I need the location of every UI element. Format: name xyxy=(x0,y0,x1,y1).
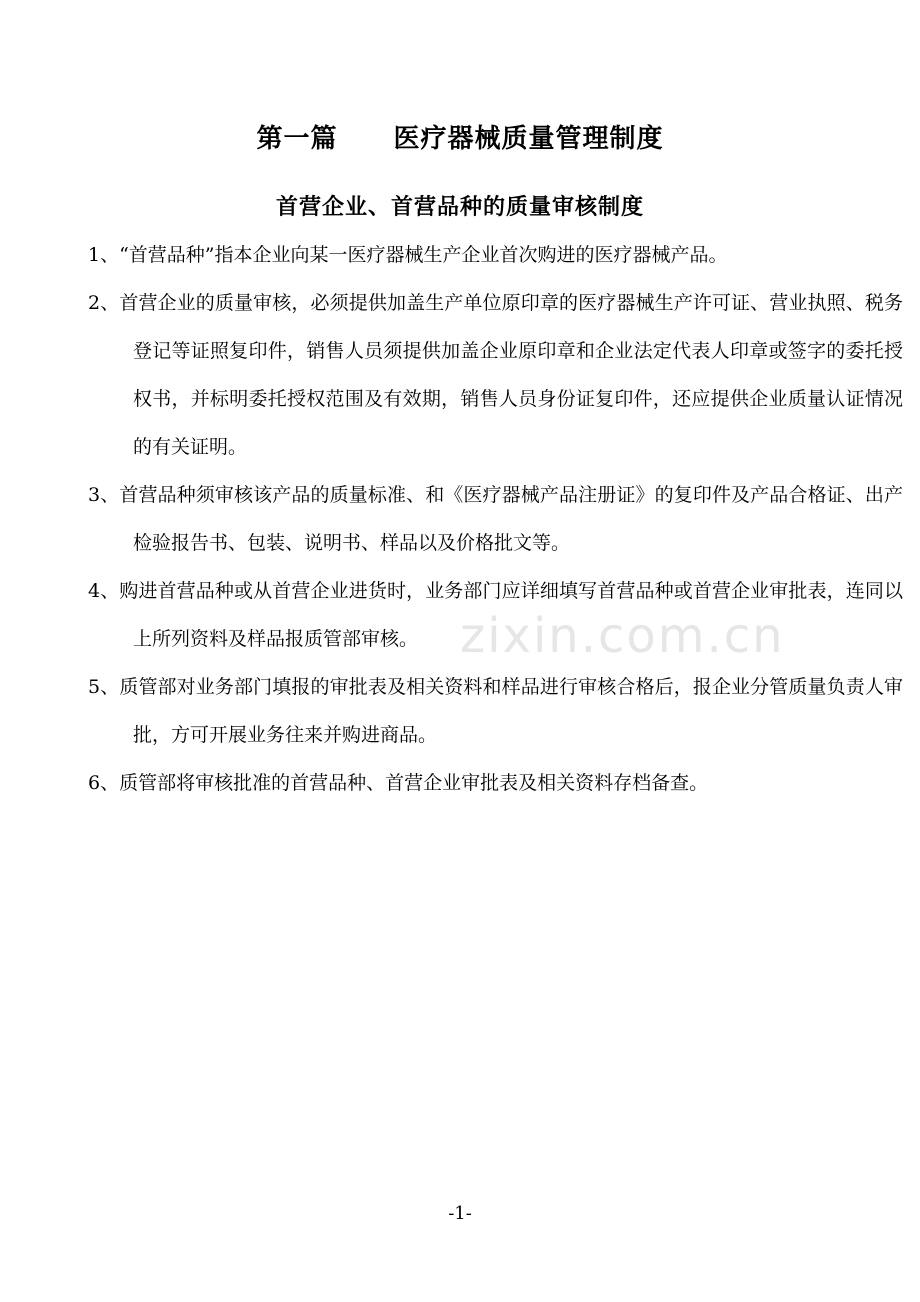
item-number: 6、 xyxy=(88,772,120,794)
list-item-3 xyxy=(88,471,903,567)
page-number: -1- xyxy=(448,1203,472,1224)
watermark: zixin.com.cn xyxy=(460,608,785,664)
item-number: 3、 xyxy=(88,484,120,506)
list-item-4 xyxy=(88,567,903,663)
list-item-1 xyxy=(88,231,903,279)
item-text: 质管部将审核批准的首营品种、首营企业审批表及相关资料存档备查。 xyxy=(119,772,709,794)
list-item-5 xyxy=(88,663,903,759)
part-label: 第一篇 xyxy=(256,124,338,154)
item-text: 购进首营品种或从首营企业进货时，业务部门应详细填写首营品种或首营企业审批表，连同以上所列资料及样品报质管部审核。 xyxy=(119,580,903,650)
item-text: 质管部对业务部门填报的审批表及相关资料和样品进行审核合格后，报企业分管质量负责人审批，方可开展业务往来并购进商品。 xyxy=(119,676,903,746)
section-title: 首营企业、首营品种的质量审核制度 xyxy=(275,195,644,220)
list-item-6 xyxy=(88,759,903,807)
part-title-text: 医疗器械质量管理制度 xyxy=(393,124,664,154)
part-title xyxy=(0,118,920,155)
item-number: 5、 xyxy=(88,676,120,698)
item-number: 1、 xyxy=(88,244,120,266)
item-text: 首营企业的质量审核，必须提供加盖生产单位原印章的医疗器械生产许可证、营业执照、税务登记等证照复印件，销售人员须提供加盖企业原印章和企业法定代表人印章或签字的委托授权书，并标明委托授权范围及有效期，销售人员身份证复印件，还应提供企业质量认证情况的有关证明。 xyxy=(119,292,903,458)
item-text: “首营品种”指本企业向某一医疗器械生产企业首次购进的医疗器械产品。 xyxy=(119,244,728,266)
item-text: 首营品种须审核该产品的质量标准、和《医疗器械产品注册证》的复印件及产品合格证、出产检验报告书、包装、说明书、样品以及价格批文等。 xyxy=(119,484,903,554)
item-number: 2、 xyxy=(88,292,120,314)
list-item-2 xyxy=(88,279,903,471)
item-number: 4、 xyxy=(88,580,120,602)
